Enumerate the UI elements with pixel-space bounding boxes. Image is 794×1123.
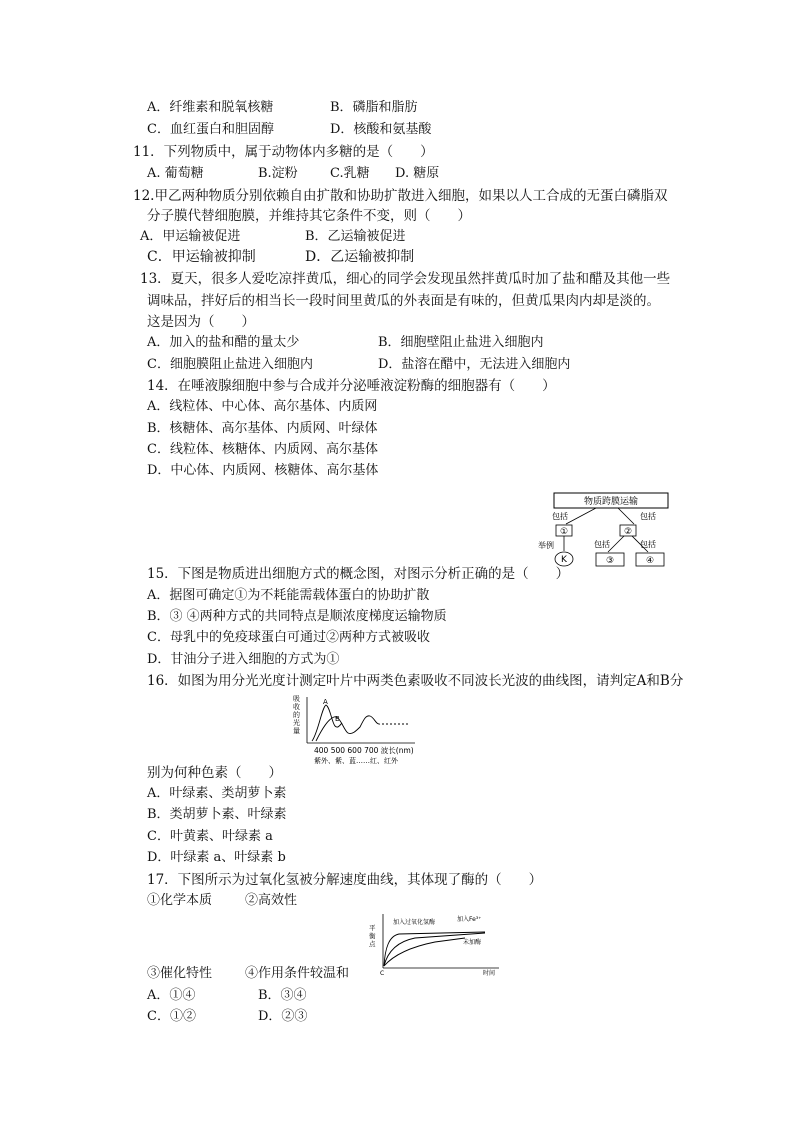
q17-curve-enzyme (384, 932, 485, 966)
q15-option-b: B．③ ④两种方式的共同特点是顺浓度梯度运输物质 (147, 609, 447, 624)
q12-stem-line2: 分子膜代替细胞膜，并维持其它条件不变，则（ ） (147, 208, 471, 224)
q17-option-b: B．③④ (258, 988, 307, 1003)
q16-curve-b (316, 716, 380, 741)
q17-ylabel-3: 点 (369, 940, 376, 948)
q17-legend-fe: 加入Fe³⁺ (457, 916, 482, 923)
q17-legend-none: 未加酶 (463, 939, 482, 946)
q15-concept-diagram (536, 490, 676, 572)
q15-stem: 15．下图是物质进出细胞方式的概念图，对图示分析正确的是（ ） (147, 566, 570, 582)
q17-item-4: ④作用条件较温和 (245, 966, 350, 981)
q11-option-a: A. 葡萄糖 (147, 166, 204, 181)
q12-option-a: A．甲运输被促进 (140, 229, 241, 244)
q16-absorption-chart (290, 693, 425, 765)
diagram-node-1: ① (559, 527, 569, 537)
q13-stem-line1: 13．夏天，很多人爱吃凉拌黄瓜，细心的同学会发现虽然拌黄瓜时加了盐和醋及其他一些 (140, 271, 671, 287)
q12-stem-line1: 12.甲乙两种物质分别依赖自由扩散和协助扩散进入细胞，如果以人工合成的无蛋白磷脂双 (133, 188, 668, 204)
q16-label-b: B (335, 715, 340, 723)
q16-stem: 16．如图为用分光光度计测定叶片中两类色素吸收不同波长光波的曲线图，请判定A和B分 (147, 673, 684, 689)
q17-origin-label: C (380, 970, 385, 976)
q17-ylabel-2: 衡 (369, 932, 376, 940)
diagram-include-4: 包括 (640, 540, 656, 549)
diagram-k-label: K (561, 555, 567, 565)
q17-option-a: A．①④ (147, 988, 196, 1003)
q10-option-b: B．磷脂和脂肪 (330, 100, 418, 115)
q12-option-c: C．甲运输被抑制 (147, 249, 256, 265)
q16-option-a: A．叶绿素、类胡萝卜素 (147, 786, 287, 801)
q17-option-d: D．②③ (258, 1009, 308, 1024)
q17-curve-fe (384, 933, 485, 966)
q17-decomposition-chart (365, 908, 505, 976)
diagram-node-3: ③ (605, 556, 615, 566)
diagram-include-right: 包括 (640, 512, 656, 521)
q14-option-c: C．线粒体、核糖体、内质网、高尔基体 (147, 442, 378, 457)
q17-item-1: ①化学本质 (147, 893, 213, 908)
q17-item-2: ②高效性 (245, 893, 298, 908)
q13-stem-line3: 这是因为（ ） (147, 314, 255, 330)
q11-stem: 11．下列物质中，属于动物体内多糖的是（ ） (133, 144, 434, 160)
q14-option-b: B．核糖体、高尔基体、内质网、叶绿体 (147, 421, 378, 436)
q14-option-a: A．线粒体、中心体、高尔基体、内质网 (147, 399, 378, 414)
q13-option-d: D．盐溶在醋中，无法进入细胞内 (378, 357, 571, 372)
q13-option-b: B．细胞壁阻止盐进入细胞内 (378, 335, 544, 350)
diagram-example-label: 举例 (538, 541, 554, 550)
diagram-node-2: ② (623, 527, 633, 537)
q16-ylabel-5: 量 (293, 727, 300, 735)
q15-option-d: D．甘油分子进入细胞的方式为① (147, 652, 340, 667)
q16-ylabel-4: 光 (293, 719, 300, 727)
q13-option-a: A．加入的盐和醋的量太少 (147, 335, 300, 350)
q10-option-c: C．血红蛋白和胆固醇 (147, 122, 274, 137)
q16-ylabel-3: 的 (293, 711, 300, 719)
q16-label-a: A (323, 698, 328, 706)
q13-option-c: C．细胞膜阻止盐进入细胞内 (147, 357, 313, 372)
q12-option-b: B．乙运输被促进 (305, 229, 406, 244)
q14-stem: 14．在唾液腺细胞中参与合成并分泌唾液淀粉酶的细胞器有（ ） (147, 378, 556, 394)
q13-stem-line2: 调味品，拌好后的相当长一段时间里黄瓜的外表面是有味的，但黄瓜果肉内却是淡的。 (147, 293, 660, 309)
q17-curve-none (384, 938, 465, 966)
q17-xlabel: 时间 (483, 970, 496, 976)
q17-item-3: ③催化特性 (147, 966, 213, 981)
q16-option-d: D．叶绿素 a、叶绿素 b (147, 850, 286, 865)
q10-option-a: A．纤维素和脱氧核糖 (147, 100, 274, 115)
q17-stem: 17．下图所示为过氧化氢被分解速度曲线，其体现了酶的（ ） (147, 872, 543, 888)
q16-option-b: B．类胡萝卜素、叶绿素 (147, 807, 287, 822)
q16-colors: 紫外、紫、蓝……红、红外 (314, 757, 398, 765)
q16-x-ticks: 400 500 600 700 波长(nm) (314, 746, 414, 755)
diagram-root-label: 物质跨膜运输 (583, 497, 639, 507)
q17-legend-enzyme: 加入过氧化氢酶 (393, 919, 436, 926)
diagram-arrow-right (618, 508, 634, 524)
diagram-node-4: ④ (645, 556, 655, 566)
q17-option-c: C．①② (147, 1009, 196, 1024)
q15-option-a: A．据图可确定①为不耗能需载体蛋白的协助扩散 (147, 588, 430, 603)
q16-stem-line2: 别为何种色素（ ） (147, 765, 282, 781)
q16-ylabel-2: 收 (293, 703, 300, 711)
q11-option-b: B.淀粉 (258, 166, 298, 181)
q15-option-c: C．母乳中的免疫球蛋白可通过②两种方式被吸收 (147, 630, 430, 645)
q16-option-c: C．叶黄素、叶绿素 a (147, 829, 273, 844)
q17-ylabel-1: 平 (369, 924, 376, 932)
q16-ylabel-1: 吸 (293, 695, 300, 703)
diagram-arrow-left (566, 508, 596, 524)
q10-option-d: D．核酸和氨基酸 (330, 122, 432, 137)
diagram-include-3: 包括 (594, 540, 610, 549)
q11-option-d: D. 糖原 (395, 166, 440, 181)
diagram-include-left: 包括 (552, 512, 568, 521)
q11-option-c: C.乳糖 (330, 166, 370, 181)
q14-option-d: D．中心体、内质网、核糖体、高尔基体 (147, 463, 379, 478)
diagram-arrow-3 (608, 536, 624, 552)
q12-option-d: D．乙运输被抑制 (305, 249, 415, 265)
